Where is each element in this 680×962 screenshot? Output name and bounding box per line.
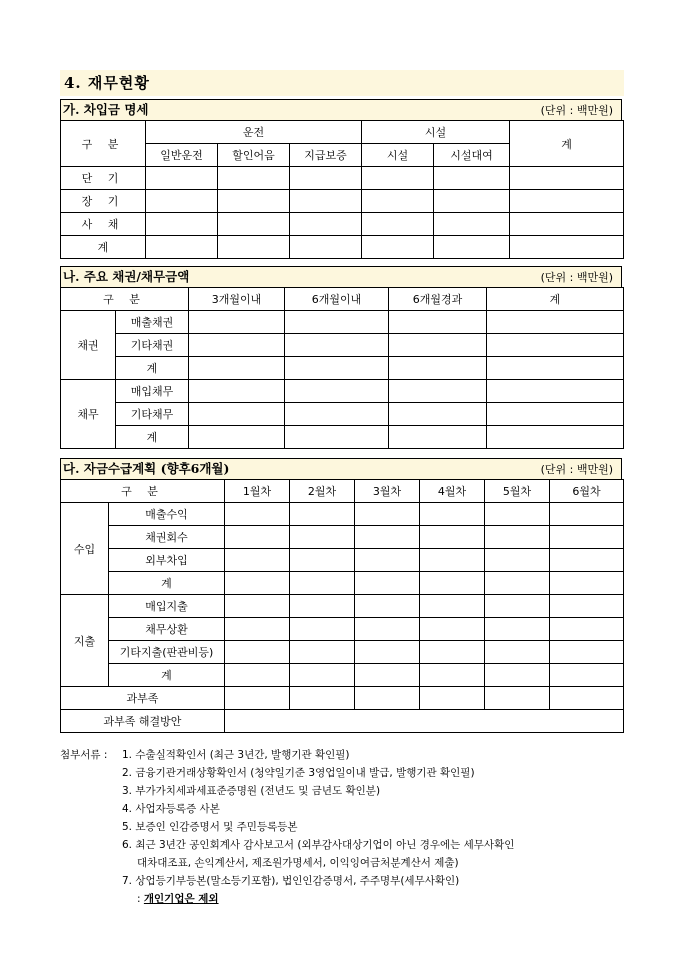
input-cell[interactable] [550, 618, 624, 641]
table-row [61, 710, 624, 733]
input-cell[interactable] [485, 664, 550, 687]
shortage-plan-label: 과부족 해결방안 [61, 710, 225, 733]
input-cell[interactable] [285, 334, 389, 357]
input-cell[interactable] [225, 572, 290, 595]
borrowings-subheader: 할인어음 [218, 144, 290, 167]
cf-month-header: 3월차 [355, 480, 420, 503]
attachment-item: 1. 수출실적확인서 (최근 3년간, 발행기관 확인필) [122, 749, 350, 761]
input-cell[interactable] [420, 503, 485, 526]
rp-header-category: 구 분 [61, 288, 189, 311]
input-cell[interactable] [290, 213, 362, 236]
row-label: 계 [116, 357, 189, 380]
input-cell[interactable] [290, 641, 355, 664]
payables-label: 채무 [61, 380, 116, 449]
input-cell[interactable] [420, 687, 485, 710]
input-cell[interactable] [420, 526, 485, 549]
input-cell[interactable] [389, 334, 487, 357]
input-cell[interactable] [485, 572, 550, 595]
input-cell[interactable] [362, 236, 434, 259]
input-cell[interactable] [550, 687, 624, 710]
row-label: 사 채 [61, 213, 146, 236]
borrowings-subheader: 시설대여 [434, 144, 510, 167]
row-label: 장 기 [61, 190, 146, 213]
input-cell[interactable] [420, 641, 485, 664]
table-row [61, 311, 624, 334]
shortage-label: 과부족 [61, 687, 225, 710]
input-cell[interactable] [510, 190, 624, 213]
input-cell[interactable] [389, 426, 487, 449]
section-c-header [60, 458, 622, 479]
borrowings-subheader: 일반운전 [146, 144, 218, 167]
table-row [61, 526, 624, 549]
borrowings-header-total: 계 [510, 121, 624, 167]
attachment-note-prefix: : [137, 893, 144, 905]
table-row [61, 213, 624, 236]
input-cell[interactable] [146, 236, 218, 259]
table-row [61, 190, 624, 213]
input-cell[interactable] [389, 357, 487, 380]
input-cell[interactable] [146, 213, 218, 236]
input-cell[interactable] [355, 572, 420, 595]
input-cell[interactable] [485, 526, 550, 549]
cf-month-header: 2월차 [290, 480, 355, 503]
input-cell[interactable] [225, 618, 290, 641]
section-c-unit: (단위 : 백만원) [540, 463, 613, 476]
input-cell[interactable] [225, 549, 290, 572]
row-label: 계 [116, 426, 189, 449]
borrowings-header-category: 구 분 [61, 121, 146, 167]
input-cell[interactable] [485, 687, 550, 710]
input-cell[interactable] [550, 549, 624, 572]
borrowings-header-operating: 운전 [146, 121, 362, 144]
input-cell[interactable] [485, 595, 550, 618]
cf-month-header: 1월차 [225, 480, 290, 503]
input-cell[interactable] [285, 426, 389, 449]
input-cell[interactable] [487, 334, 624, 357]
input-cell[interactable] [290, 595, 355, 618]
section-a-header [60, 99, 622, 120]
income-label: 수입 [61, 503, 109, 595]
input-cell[interactable] [355, 526, 420, 549]
input-cell[interactable] [485, 618, 550, 641]
input-cell[interactable] [290, 526, 355, 549]
table-row [61, 357, 624, 380]
input-cell[interactable] [487, 311, 624, 334]
attachment-item: 3. 부가가치세과세표준증명원 (전년도 및 금년도 확인분) [122, 785, 381, 797]
input-cell[interactable] [225, 503, 290, 526]
cf-month-header: 5월차 [485, 480, 550, 503]
input-cell[interactable] [290, 572, 355, 595]
input-cell[interactable] [485, 503, 550, 526]
input-cell[interactable] [290, 664, 355, 687]
input-cell[interactable] [550, 641, 624, 664]
input-cell[interactable] [355, 641, 420, 664]
input-cell[interactable] [550, 572, 624, 595]
attachments-label: 첨부서류 : [60, 749, 108, 761]
table-row [61, 664, 624, 687]
input-cell[interactable] [218, 236, 290, 259]
input-cell[interactable] [189, 334, 285, 357]
input-cell[interactable] [487, 426, 624, 449]
rp-header: 6개월이내 [285, 288, 389, 311]
table-row [61, 503, 624, 526]
input-cell[interactable] [285, 311, 389, 334]
table-row [61, 236, 624, 259]
borrowings-table [60, 120, 624, 259]
borrowings-subheader: 시설 [362, 144, 434, 167]
input-cell[interactable] [189, 357, 285, 380]
input-cell[interactable] [225, 595, 290, 618]
row-label: 기타채무 [116, 403, 189, 426]
input-cell[interactable] [355, 549, 420, 572]
attachment-item-continued: 대차대조표, 손익계산서, 제조원가명세서, 이익잉여금처분계산서 제출) [137, 857, 459, 869]
input-cell[interactable] [225, 526, 290, 549]
section-b-unit: (단위 : 백만원) [540, 271, 613, 284]
row-label: 외부차입 [109, 549, 225, 572]
cf-header-category: 구 분 [61, 480, 225, 503]
input-cell[interactable] [420, 572, 485, 595]
row-label: 기타채권 [116, 334, 189, 357]
section-a-unit: (단위 : 백만원) [540, 104, 613, 117]
table-row [61, 167, 624, 190]
input-cell[interactable] [510, 213, 624, 236]
row-label: 채권회수 [109, 526, 225, 549]
borrowings-header-facility: 시설 [362, 121, 510, 144]
input-cell[interactable] [510, 167, 624, 190]
table-row [61, 572, 624, 595]
input-cell[interactable] [146, 190, 218, 213]
attachment-item: 4. 사업자등록증 사본 [122, 803, 220, 815]
input-cell[interactable] [225, 687, 290, 710]
attachment-item: 7. 상업등기부등본(말소등기포함), 법인인감증명서, 주주명부(세무사확인) [122, 875, 460, 887]
attachment-item: 2. 금융기관거래상황확인서 (청약일기준 3영업일이내 발급, 발행기관 확인필) [122, 767, 475, 779]
input-cell[interactable] [225, 664, 290, 687]
attachment-note [137, 890, 219, 908]
input-cell[interactable] [218, 213, 290, 236]
input-cell[interactable] [355, 687, 420, 710]
input-cell[interactable] [146, 167, 218, 190]
input-cell[interactable] [355, 618, 420, 641]
rp-header: 6개월경과 [389, 288, 487, 311]
input-cell[interactable] [218, 167, 290, 190]
table-row [61, 641, 624, 664]
attachment-item: 5. 보증인 인감증명서 및 주민등록등본 [122, 821, 298, 833]
table-row [61, 380, 624, 403]
section-b-title: 나. 주요 채권/채무금액 [63, 269, 190, 284]
input-cell[interactable] [420, 595, 485, 618]
input-cell[interactable] [290, 503, 355, 526]
input-cell[interactable] [285, 403, 389, 426]
attachment-item: 6. 최근 3년간 공인회계사 감사보고서 (외부감사대상기업이 아닌 경우에는 세무사확인 [122, 839, 515, 851]
shortage-plan-input[interactable] [225, 710, 624, 733]
input-cell[interactable] [389, 380, 487, 403]
input-cell[interactable] [420, 618, 485, 641]
table-row [61, 334, 624, 357]
row-label: 매출채권 [116, 311, 189, 334]
input-cell[interactable] [550, 526, 624, 549]
input-cell[interactable] [434, 236, 510, 259]
table-row [61, 595, 624, 618]
input-cell[interactable] [285, 380, 389, 403]
row-label: 매입채무 [116, 380, 189, 403]
section-a-title: 가. 차입금 명세 [63, 102, 149, 117]
row-label: 기타지출(판관비등) [109, 641, 225, 664]
row-label: 매입지출 [109, 595, 225, 618]
input-cell[interactable] [290, 618, 355, 641]
input-cell[interactable] [290, 687, 355, 710]
input-cell[interactable] [487, 380, 624, 403]
row-label: 계 [109, 572, 225, 595]
input-cell[interactable] [355, 664, 420, 687]
row-label: 계 [109, 664, 225, 687]
table-row [61, 403, 624, 426]
table-row [61, 618, 624, 641]
input-cell[interactable] [355, 595, 420, 618]
input-cell[interactable] [189, 380, 285, 403]
borrowings-subheader: 지급보증 [290, 144, 362, 167]
section-b-header [60, 266, 622, 287]
input-cell[interactable] [290, 167, 362, 190]
input-cell[interactable] [218, 190, 290, 213]
rp-header: 3개월이내 [189, 288, 285, 311]
input-cell[interactable] [355, 503, 420, 526]
input-cell[interactable] [485, 641, 550, 664]
row-label: 단 기 [61, 167, 146, 190]
input-cell[interactable] [225, 641, 290, 664]
input-cell[interactable] [362, 167, 434, 190]
input-cell[interactable] [550, 503, 624, 526]
input-cell[interactable] [434, 213, 510, 236]
row-label: 매출수익 [109, 503, 225, 526]
table-row [61, 687, 624, 710]
input-cell[interactable] [487, 403, 624, 426]
attachment-note-bold: 개인기업은 제외 [143, 893, 219, 905]
input-cell[interactable] [420, 549, 485, 572]
cash-flow-plan-table [60, 479, 624, 733]
input-cell[interactable] [290, 190, 362, 213]
receivables-label: 채권 [61, 311, 116, 380]
input-cell[interactable] [550, 664, 624, 687]
row-label: 계 [61, 236, 146, 259]
input-cell[interactable] [389, 403, 487, 426]
input-cell[interactable] [189, 426, 285, 449]
section-c-title: 다. 자금수급계획 (향후6개월) [63, 461, 230, 476]
page-title: 4. 재무현황 [60, 70, 624, 96]
input-cell[interactable] [189, 311, 285, 334]
input-cell[interactable] [485, 549, 550, 572]
input-cell[interactable] [550, 595, 624, 618]
cf-month-header: 6월차 [550, 480, 624, 503]
input-cell[interactable] [189, 403, 285, 426]
row-label: 채무상환 [109, 618, 225, 641]
input-cell[interactable] [434, 190, 510, 213]
cf-month-header: 4월차 [420, 480, 485, 503]
table-row [61, 426, 624, 449]
receivables-payables-table [60, 287, 624, 449]
expense-label: 지출 [61, 595, 109, 687]
rp-header: 계 [487, 288, 624, 311]
input-cell[interactable] [362, 190, 434, 213]
input-cell[interactable] [420, 664, 485, 687]
input-cell[interactable] [362, 213, 434, 236]
input-cell[interactable] [434, 167, 510, 190]
input-cell[interactable] [510, 236, 624, 259]
input-cell[interactable] [290, 236, 362, 259]
input-cell[interactable] [389, 311, 487, 334]
input-cell[interactable] [290, 549, 355, 572]
input-cell[interactable] [487, 357, 624, 380]
input-cell[interactable] [285, 357, 389, 380]
table-row [61, 549, 624, 572]
